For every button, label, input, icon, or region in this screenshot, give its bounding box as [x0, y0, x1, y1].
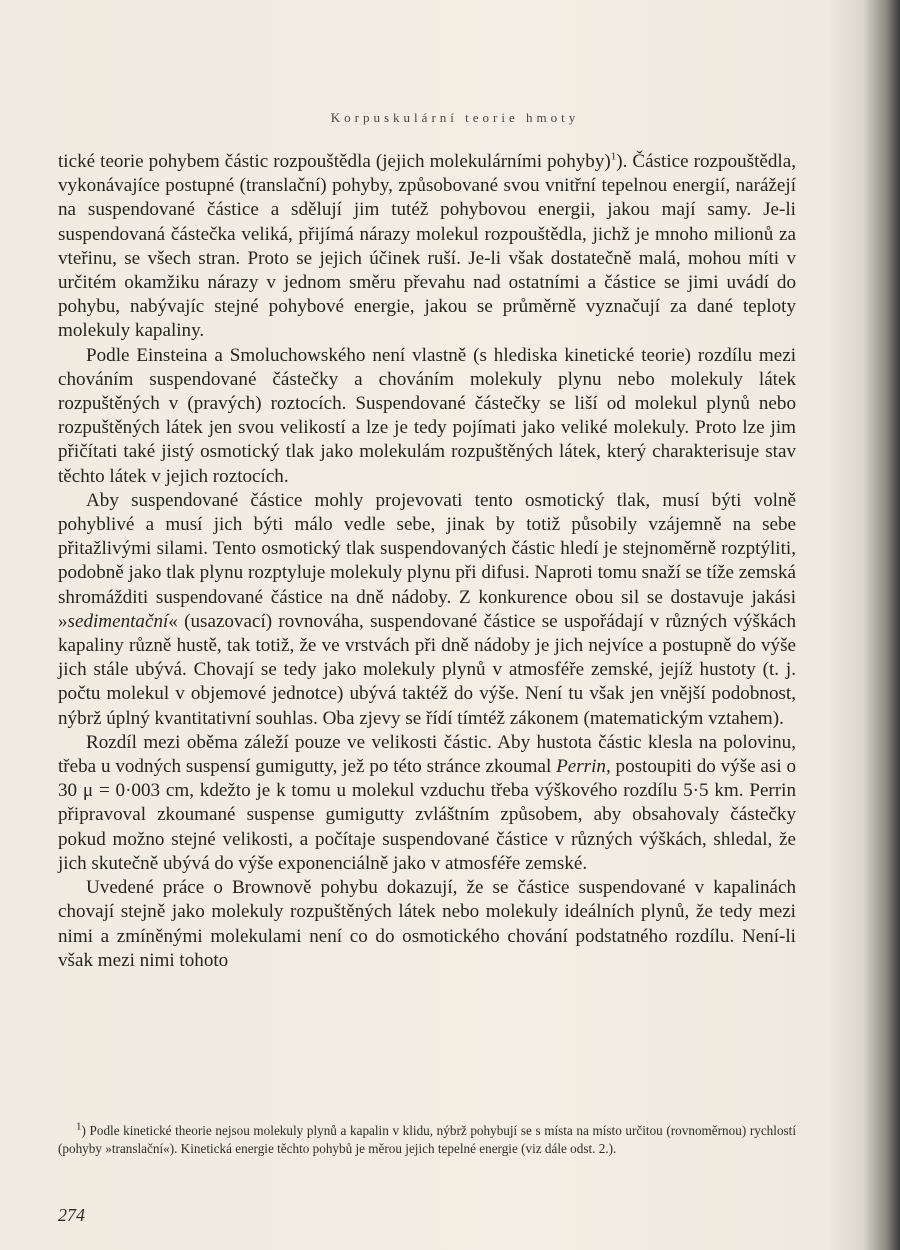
footnote-marker: 1: [76, 1120, 82, 1133]
page-number: 274: [58, 1205, 85, 1225]
footnote: [58, 1122, 796, 1158]
footnote-text: ) Podle kinetické theorie nejsou molekuly plynů a kapalin v klidu, nýbrž pohybují se s místa na místo určitou (rovnoměrnou) rychlostí (pohyby »translační«). Kinetická energie těchto pohybů je měrou jejich tepelné energie (viz dále odst. 2.).: [58, 1123, 796, 1157]
body-text: [58, 150, 796, 973]
paragraph-3: Aby suspendované částice mohly projevovati tento osmotický tlak, musí býti volně pohyblivé a musí jich býti málo vedle sebe, jinak by totiž působily vzájemně na sebe přitažlivými silami. Tento osmotický tlak suspendovaných částic hledí je stejnoměrně rozptýliti, podobně jako tlak plynu rozptyluje molekuly plynu při difusi. Naproti tomu snaží se tíže zemská shromážditi suspendované částice na dně nádoby. Z konkurence obou sil se dostavuje jakási »sedimentační« (usazovací) rovnováha, suspendované částice se uspořádají v různých výškách kapaliny různě hustě, tak totiž, že ve vrstvách při dně nádoby je jich nejvíce a postupně do výše jich stále ubývá. Chovají se tedy jako molekuly plynů v atmosféře zemské, jejíž hustoty (t. j. počtu molekul v objemové jednotce) ubývá taktéž do výše. Není tu však jen vnější podobnost, nýbrž úplný kvantitativní souhlas. Oba zjevy se řídí tímtéž zákonem (matematickým vztahem).: [58, 489, 796, 729]
paragraph-4: Rozdíl mezi oběma záleží pouze ve velikosti částic. Aby hustota částic klesla na polovinu, třeba u vodných suspensí gumigutty, jež po této stránce zkoumal Perrin, postoupiti do výše asi o 30 μ = 0·003 cm, kdežto je k tomu u molekul vzduchu třeba výškového rozdílu 5·5 km. Perrin připravoval zkoumané suspense gumigutty zvláštním způsobem, aby obsahovaly částečky pokud možno stejné velikosti, a počítaje suspendované částice v různých výškách, shledal, že jich skutečně ubývá do výše exponenciálně jako v atmosféře zemské.: [58, 731, 796, 874]
paragraph-2: Podle Einsteina a Smoluchowského není vlastně (s hlediska kinetické teorie) rozdílu mezi chováním suspendované částečky a chováním molekuly plynu nebo molekuly látek rozpuštěných v (pravých) roztocích. Suspendované částečky se liší od molekul plynů nebo rozpuštěných látek jen svou velikostí a lze je tedy pojímati jako veliké molekuly. Proto lze jim přičítati také jistý osmotický tlak jako molekulám rozpuštěných látek, který charakterisuje stav těchto látek v jejich roztocích.: [58, 344, 796, 487]
paragraph-1: tické teorie pohybem částic rozpouštědla (jejich molekulárními pohyby)$^1$). Částice rozpouštědla, vykonávajíce postupné (translační) pohyby, způsobované svou vnitřní tepelnou energií, narážejí na suspendované částice a sdělují jim tutéž pohybovou energii, jakou mají samy. Je-li suspendovaná částečka veliká, přijímá nárazy molekul rozpouštědla, jichž je mnoho milionů za vteřinu, se všech stran. Proto se jejich účinek ruší. Je-li však dostatečně malá, mohou míti v určitém okamžiku nárazy v jednom směru převahu nad ostatními a částice se jimi uvádí do pohybu, nabývajíc stejné pohybové energie, jakou se průměrně vyznačují za dané teploty molekuly kapaliny.: [58, 150, 796, 342]
footnote-reference[interactable]: 1: [610, 150, 617, 163]
running-head: Korpuskulární teorie hmoty: [330, 110, 580, 125]
paragraph-5: Uvedené práce o Brownově pohybu dokazují, že se částice suspendované v kapalinách chovají stejně jako molekuly rozpuštěných látek nebo molekuly ideálních plynů, že tedy mezi nimi a zmíněnými molekulami není co do osmotického chování podstatného rozdílu. Není-li však mezi nimi tohoto: [58, 877, 796, 971]
emphasis-term: sedimentační: [67, 610, 169, 632]
emphasis-name: Perrin,: [556, 756, 611, 778]
